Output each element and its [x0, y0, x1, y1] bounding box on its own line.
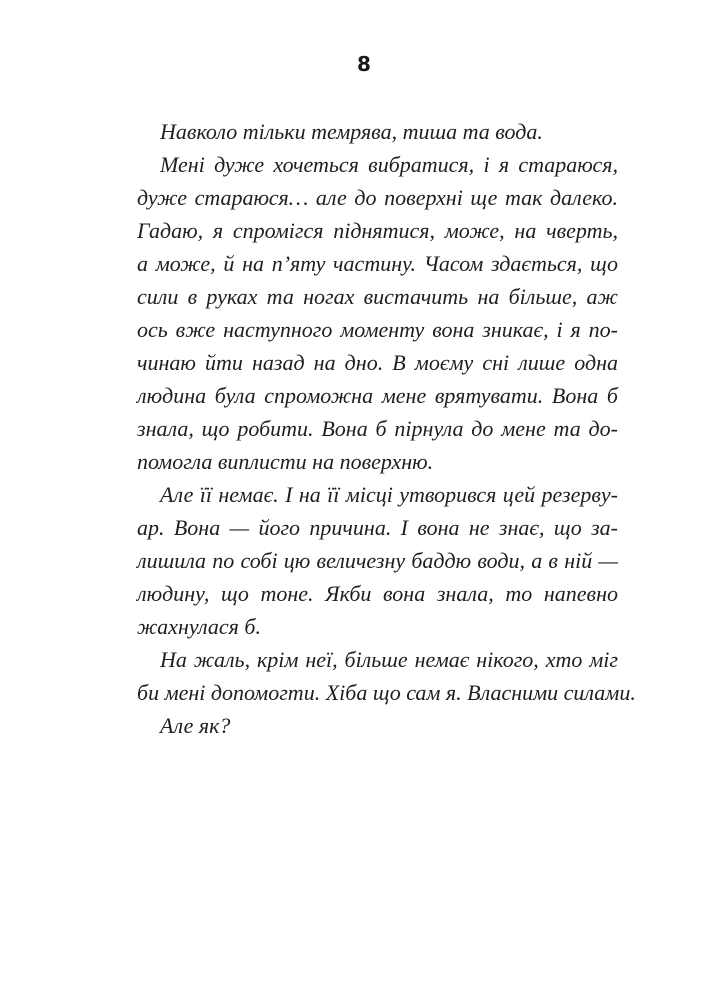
- text-line: дуже стараюся… але до поверхні ще так далеко.: [137, 185, 618, 210]
- text-line: ось вже наступного моменту вона зникає, і я по-: [137, 317, 618, 342]
- text-line: би мені допомогти. Хіба що сам я. Власними силами.: [137, 680, 636, 705]
- text-line: помогла виплисти на поверхню.: [137, 449, 434, 474]
- text-line: чинаю йти назад на дно. В моєму сні лише одна: [137, 350, 618, 375]
- text-line: Гадаю, я спромігся піднятися, може, на чверть,: [137, 218, 618, 243]
- text-line: лишила по собі цю величезну баддю води, а в ній —: [137, 548, 618, 573]
- text-line: жахнулася б.: [137, 614, 261, 639]
- text-line: сили в руках та ногах вистачить на більше, аж: [137, 284, 618, 309]
- text-line: людина була спроможна мене врятувати. Вона б: [137, 383, 618, 408]
- text-line: Але її немає. І на її місці утворився цей резерву-: [160, 482, 618, 507]
- text-line: а може, й на п’яту частину. Часом здається, що: [137, 251, 618, 276]
- text-line: Навколо тільки темрява, тиша та вода.: [160, 119, 543, 144]
- chapter-number: 8: [357, 52, 371, 76]
- text-line: людину, що тоне. Якби вона знала, то напевно: [137, 581, 618, 606]
- text-line: ар. Вона — його причина. І вона не знає, що за-: [137, 515, 618, 540]
- text-line: знала, що робити. Вона б пірнула до мене та до-: [137, 416, 618, 441]
- text-line: Мені дуже хочеться вибратися, і я стараюся,: [160, 152, 618, 177]
- text-line: На жаль, крім неї, більше немає нікого, хто міг: [160, 647, 618, 672]
- text-line: Але як?: [160, 713, 231, 738]
